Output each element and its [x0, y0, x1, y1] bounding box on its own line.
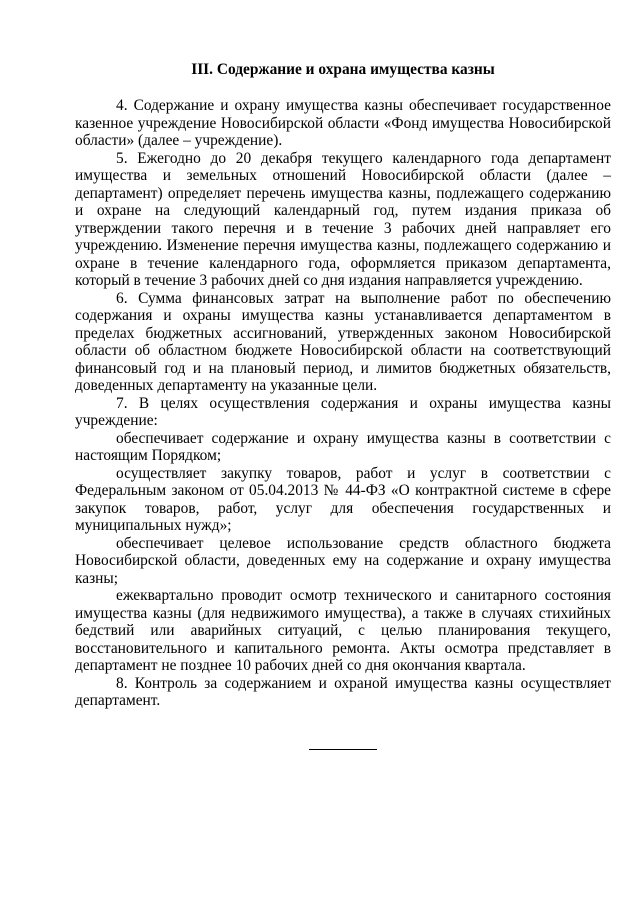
paragraph-6-financial-costs: 6. Сумма финансовых затрат на выполнение работ по обеспечению содержания и охраны имущества казны устанавливается департаментом в пределах бюджетных ассигнований, утвержденных законом Новосибирской области об областном бюджете Новосибирской области на соответствующий финансовый год и на плановый период, и лимитов бюджетных обязательств, доведенных департаменту на указанные цели.: [75, 289, 611, 394]
duty-item-targeted-funds: обеспечивает целевое использование средств областного бюджета Новосибирской области, доведенных ему на содержание и охрану имущества казны;: [75, 534, 611, 587]
section-heading: III. Содержание и охрана имущества казны: [191, 61, 495, 78]
paragraph-8-control: 8. Контроль за содержанием и охраной имущества казны осуществляет департамент.: [75, 674, 611, 709]
duty-item-procurement: осуществляет закупку товаров, работ и услуг в соответствии с Федеральным законом от 05.04.2013 № 44-ФЗ «О контрактной системе в сфере закупок товаров, работ, услуг для обеспечения государственных и муниципальных нужд»;: [75, 464, 611, 534]
duty-item-maintenance: обеспечивает содержание и охрану имущества казны в соответствии с настоящим Порядком;: [75, 429, 611, 464]
document-body: [75, 61, 611, 710]
paragraph-7-institution-duties: 7. В целях осуществления содержания и охраны имущества казны учреждение:: [75, 394, 611, 429]
duty-item-quarterly-inspection: ежеквартально проводит осмотр технического и санитарного состояния имущества казны (для недвижимого имущества), а также в случаях стихийных бедствий или аварийных ситуаций, с целью планирования текущего, восстановительного и капитального ремонта. Акты осмотра представляет в департамент не позднее 10 рабочих дней со дня окончания квартала.: [75, 587, 611, 674]
paragraph-5-annual-list: 5. Ежегодно до 20 декабря текущего календарного года департамент имущества и земельных отношений Новосибирской области (далее – департамент) определяет перечень имущества казны, подлежащего содержанию и охране на следующий календарный год, путем издания приказа об утверждении такого перечня и в течение 3 рабочих дней направляет его учреждению. Изменение перечня имущества казны, подлежащего содержанию и охране в течение календарного года, оформляется приказом департамента, который в течение 3 рабочих дней со дня издания направляется учреждению.: [75, 149, 611, 289]
paragraph-4-maintenance-provider: 4. Содержание и охрану имущества казны обеспечивает государственное казенное учреждение Новосибирской области «Фонд имущества Новосибирской области» (далее – учреждение).: [75, 97, 611, 149]
end-of-document-rule: [309, 749, 377, 750]
